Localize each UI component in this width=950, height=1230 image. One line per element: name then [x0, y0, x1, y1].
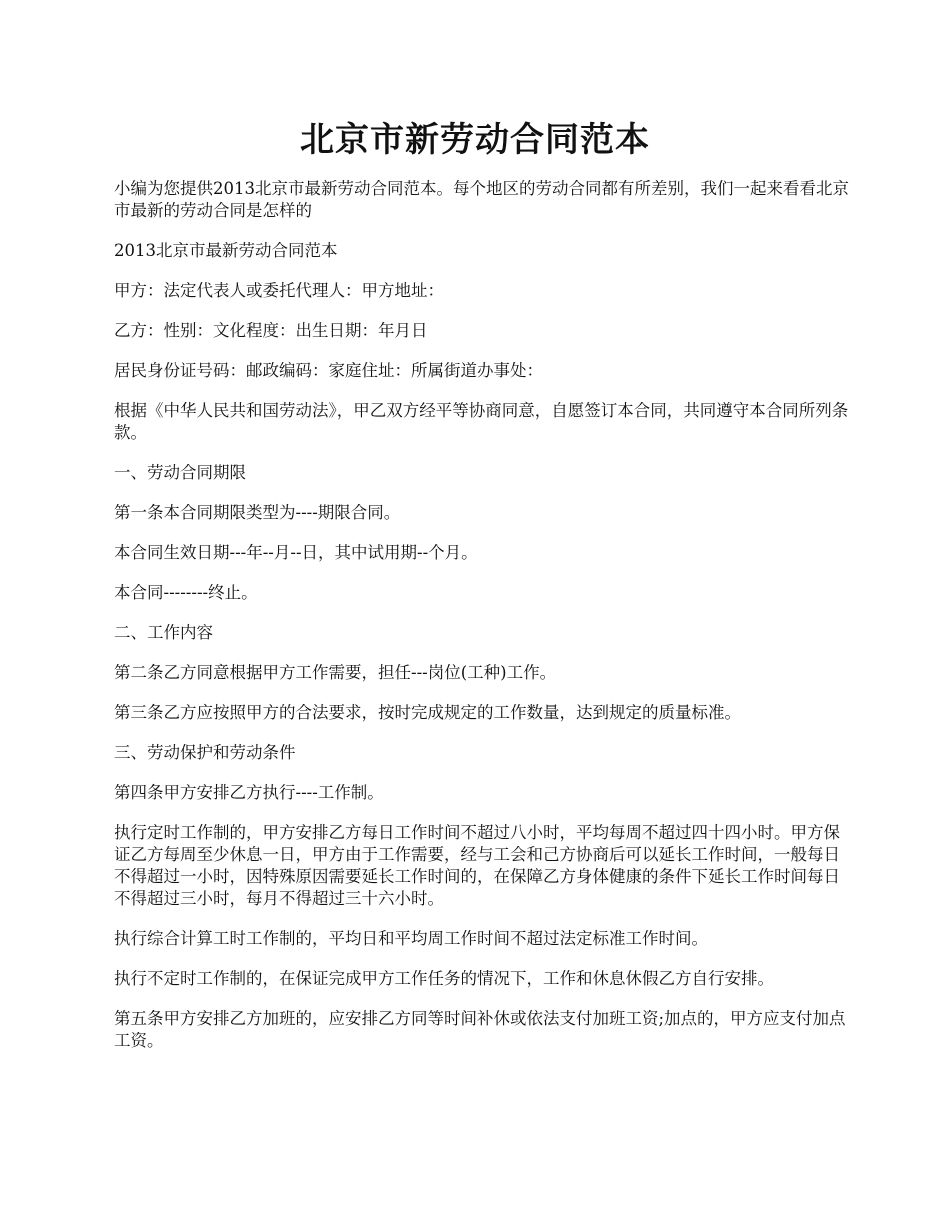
intro-paragraph: 小编为您提供2013北京市最新劳动合同范本。每个地区的劳动合同都有所差别，我们一起来看看北京市最新的劳动合同是怎样的: [114, 179, 849, 220]
comprehensive-hours-paragraph: 执行综合计算工时工作制的，平均日和平均周工作时间不超过法定标准工作时间。: [114, 929, 708, 948]
section-heading-3: 三、劳动保护和劳动条件: [114, 743, 296, 762]
section-heading-1: 一、劳动合同期限: [114, 463, 246, 482]
subtitle-paragraph: 2013北京市最新劳动合同范本: [114, 241, 338, 260]
fixed-hours-paragraph: 执行定时工作制的，甲方安排乙方每日工作时间不超过八小时，平均每周不超过四十四小时。甲方保证乙方每周至少休息一日，甲方由于工作需要，经与工会和己方协商后可以延长工作时间，一般每日不得超过一小时，因特殊原因需要延长工作时间的，在保障乙方身体健康的条件下延长工作时间每日不得超过三小时，每月不得超过三十六小时。: [114, 823, 840, 908]
termination-line: 本合同--------终止。: [114, 583, 258, 602]
party-b-id-line: 居民身份证号码：邮政编码：家庭住址：所属街道办事处：: [114, 361, 543, 380]
document-title: 北京市新劳动合同范本: [300, 120, 650, 160]
section-heading-2: 二、工作内容: [114, 623, 213, 642]
preamble-paragraph: 根据《中华人民共和国劳动法》，甲乙双方经平等协商同意，自愿签订本合同，共同遵守本合同所列条款。: [114, 401, 849, 442]
document-body: [114, 178, 854, 1070]
article-5: 第五条甲方安排乙方加班的，应安排乙方同等时间补休或依法支付加班工资;加点的，甲方应支付加点工资。: [114, 1009, 846, 1050]
effective-date-line: 本合同生效日期---年--月--日，其中试用期--个月。: [114, 543, 478, 562]
party-b-line: 乙方：性别：文化程度：出生日期：年月日: [114, 321, 428, 340]
flexible-hours-paragraph: 执行不定时工作制的，在保证完成甲方工作任务的情况下，工作和休息休假乙方自行安排。: [114, 969, 774, 988]
article-4: 第四条甲方安排乙方执行----工作制。: [114, 783, 384, 802]
article-3: 第三条乙方应按照甲方的合法要求，按时完成规定的工作数量，达到规定的质量标准。: [114, 703, 741, 722]
article-2: 第二条乙方同意根据甲方工作需要，担任---岗位(工种)工作。: [114, 663, 557, 682]
party-a-line: 甲方：法定代表人或委托代理人：甲方地址：: [114, 281, 444, 300]
article-1: 第一条本合同期限类型为----期限合同。: [114, 503, 401, 522]
